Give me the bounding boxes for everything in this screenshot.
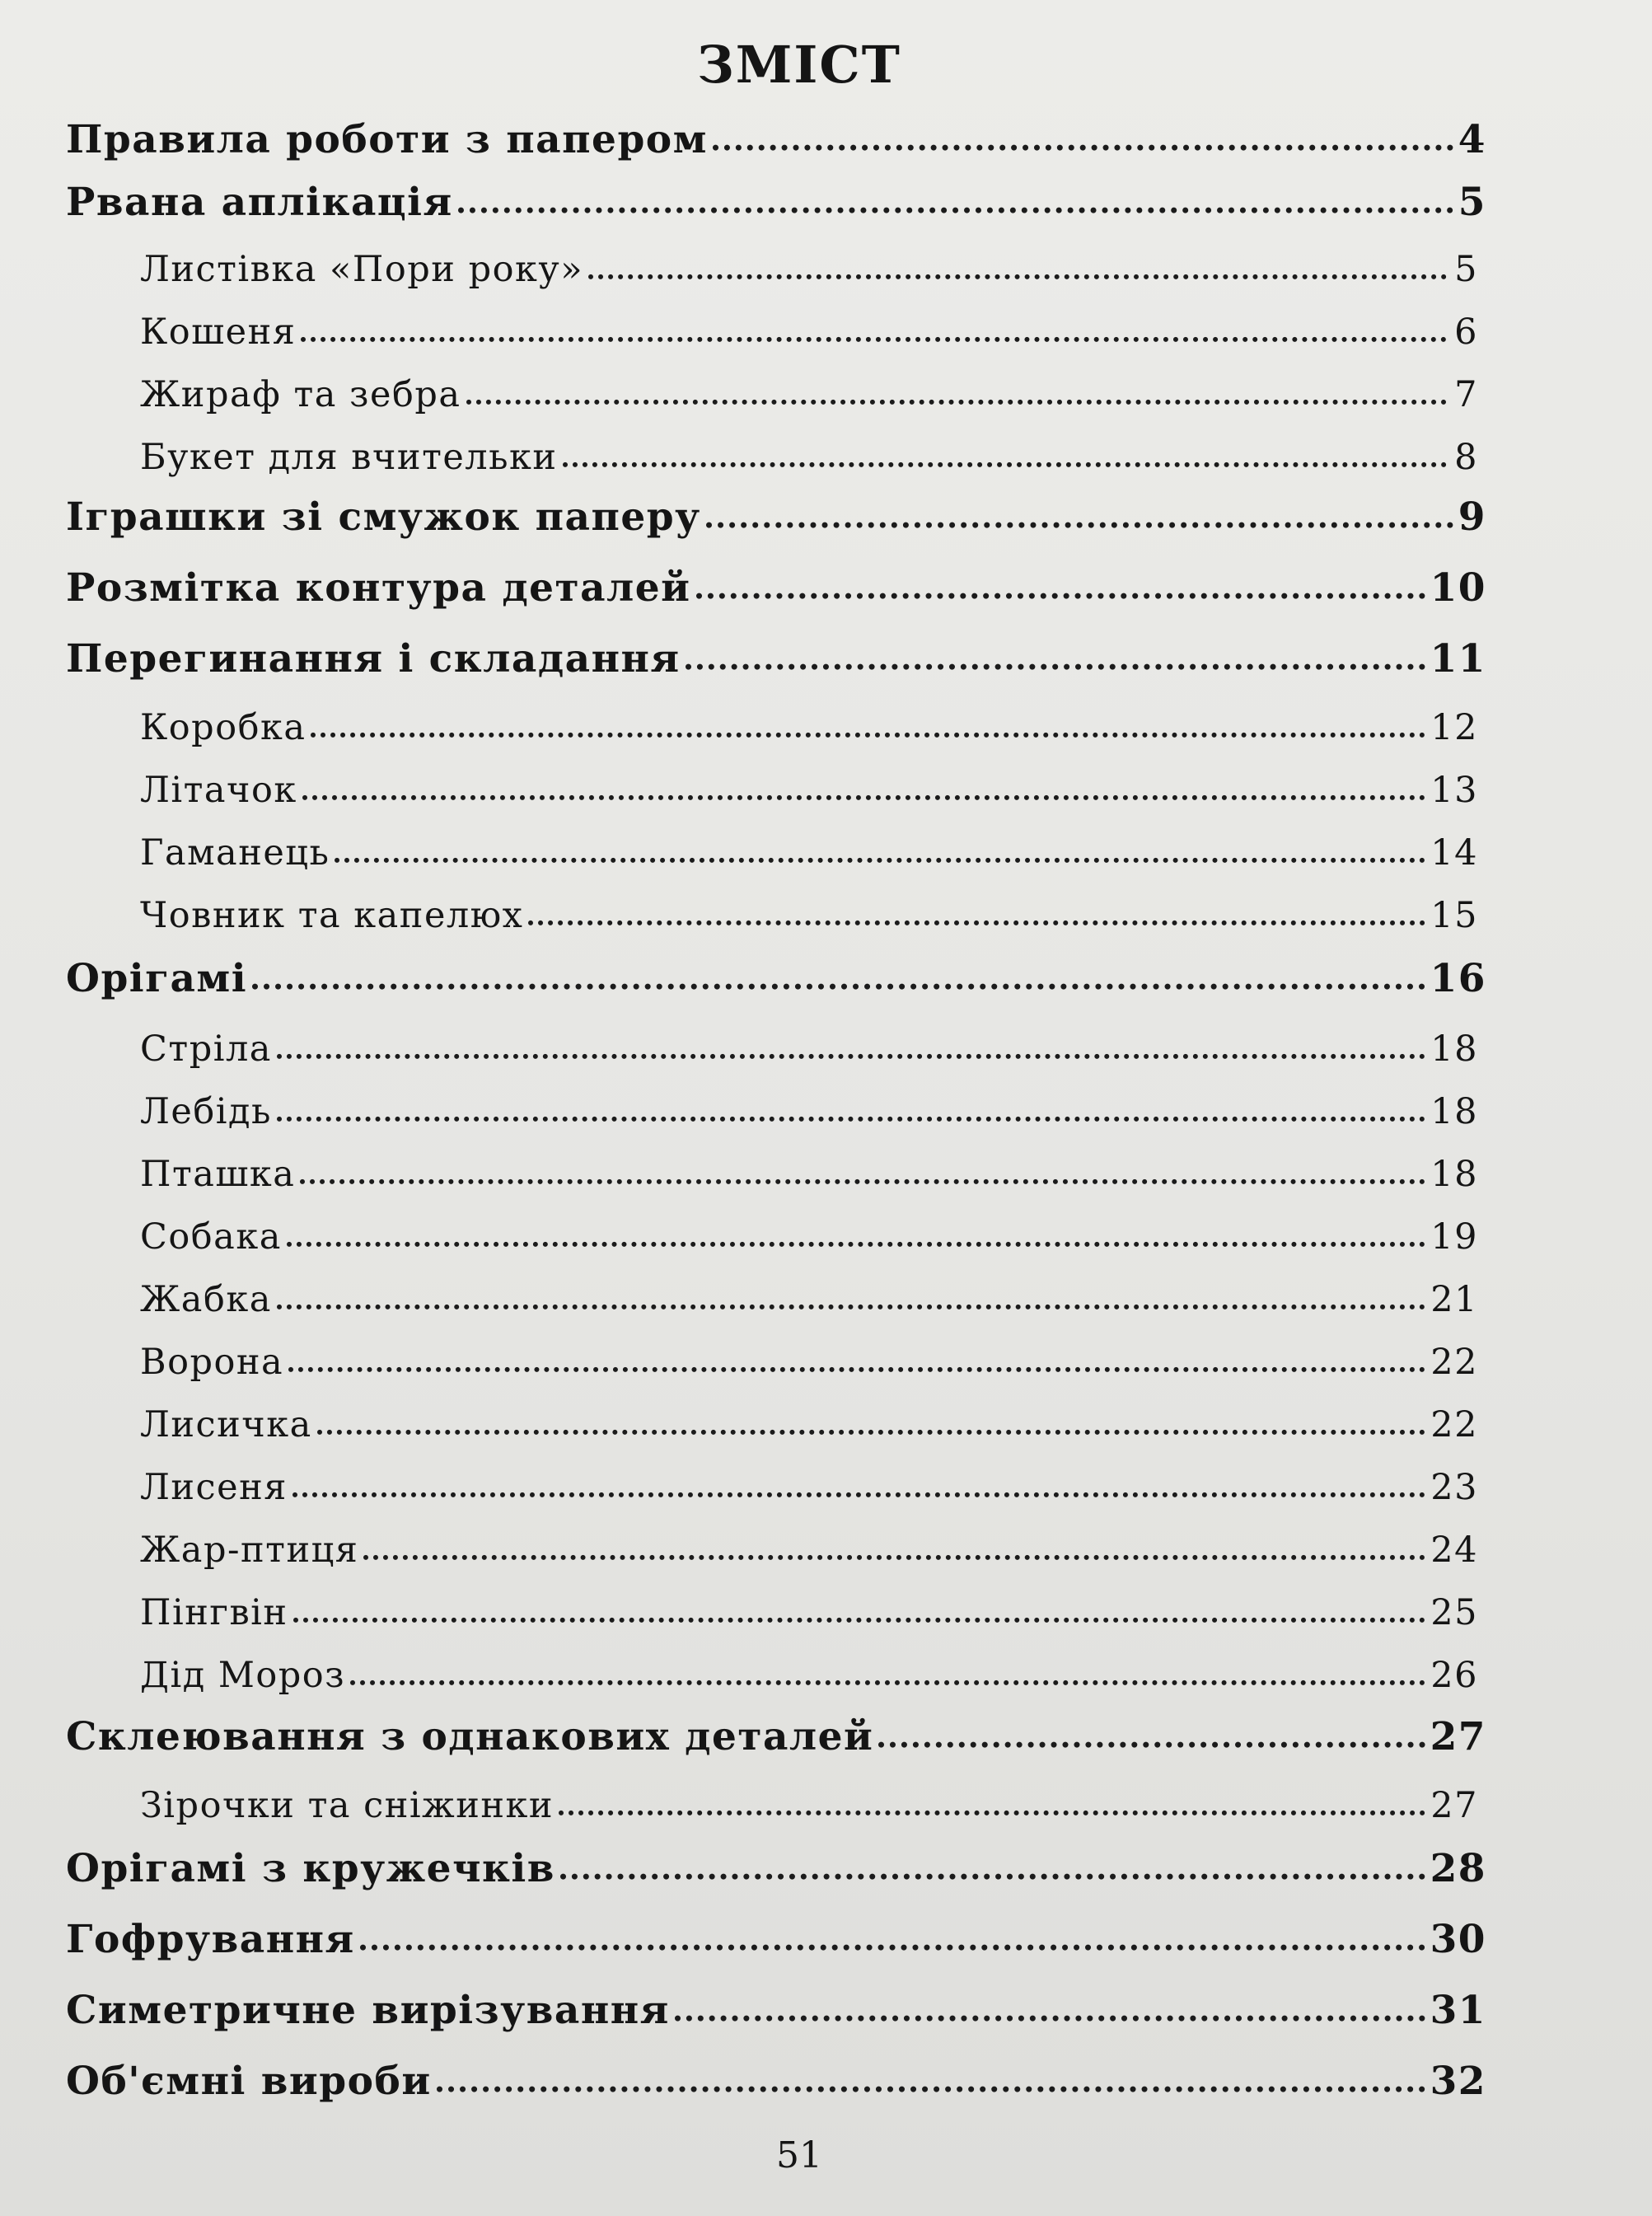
toc-entry-label: Перегинання і складання bbox=[66, 636, 681, 682]
toc-entry-label: Дід Мороз bbox=[140, 1655, 346, 1696]
toc-entry-page: 7 bbox=[1454, 374, 1478, 415]
toc-entry-page: 21 bbox=[1430, 1279, 1478, 1320]
dot-leader bbox=[300, 1170, 1425, 1184]
toc-entry-label: Лисичка bbox=[140, 1404, 312, 1445]
toc-entry-page: 5 bbox=[1458, 180, 1486, 225]
toc-entry-label: Жираф та зебра bbox=[140, 374, 461, 415]
toc-entry-label: Жабка bbox=[140, 1279, 272, 1320]
toc-entry-page: 22 bbox=[1430, 1404, 1478, 1445]
toc-entry-page: 27 bbox=[1430, 1714, 1486, 1759]
dot-leader bbox=[277, 1045, 1425, 1059]
toc-entry bbox=[66, 1917, 1486, 1962]
toc-entry-label: Рвана аплікація bbox=[66, 180, 453, 225]
toc-entry-page: 18 bbox=[1430, 1091, 1478, 1132]
toc-entry bbox=[140, 374, 1478, 415]
toc-entry bbox=[140, 437, 1478, 478]
toc-entry-label: Пінгвін bbox=[140, 1592, 288, 1633]
toc-entry-label: Жар-птиця bbox=[140, 1530, 359, 1571]
toc-entry-label: Об'ємні вироби bbox=[66, 2059, 432, 2104]
toc-entry-page: 32 bbox=[1430, 2059, 1486, 2104]
toc-entry-label: Лебідь bbox=[140, 1091, 272, 1132]
toc-entry bbox=[66, 2059, 1486, 2104]
toc-entry bbox=[140, 707, 1478, 748]
page-title: ЗМІСТ bbox=[697, 35, 901, 95]
toc-entry bbox=[140, 1216, 1478, 1258]
toc-entry bbox=[140, 1154, 1478, 1195]
toc-entry-page: 26 bbox=[1430, 1655, 1478, 1696]
toc-entry-page: 4 bbox=[1458, 117, 1486, 162]
toc-entry bbox=[140, 1467, 1478, 1508]
toc-entry bbox=[140, 1655, 1478, 1696]
dot-leader bbox=[458, 198, 1453, 213]
dot-leader bbox=[350, 1671, 1425, 1685]
toc-entry-label: Листівка «Пори року» bbox=[140, 249, 584, 290]
toc-entry-page: 22 bbox=[1430, 1342, 1478, 1383]
dot-leader bbox=[317, 1421, 1426, 1435]
toc-entry bbox=[66, 1846, 1486, 1891]
toc-entry bbox=[140, 1785, 1478, 1826]
toc-entry-page: 16 bbox=[1430, 956, 1486, 1001]
dot-leader bbox=[675, 2006, 1425, 2022]
dot-leader bbox=[252, 974, 1425, 990]
page-number: 51 bbox=[776, 2134, 822, 2176]
toc-entry-label: Стріла bbox=[140, 1028, 272, 1070]
toc-entry-label: Лисеня bbox=[140, 1467, 288, 1508]
toc-entry bbox=[140, 249, 1478, 290]
dot-leader bbox=[437, 2077, 1425, 2092]
toc-entry-page: 30 bbox=[1430, 1917, 1486, 1962]
toc-entry-page: 19 bbox=[1430, 1216, 1478, 1258]
toc-entry bbox=[66, 565, 1486, 611]
toc-entry bbox=[66, 180, 1486, 225]
toc-entry-label: Коробка bbox=[140, 707, 307, 748]
toc-entry-page: 14 bbox=[1430, 832, 1478, 874]
toc-entry-page: 15 bbox=[1430, 895, 1478, 936]
toc-entry bbox=[66, 956, 1486, 1001]
toc-entry bbox=[140, 895, 1478, 936]
toc-entry-page: 25 bbox=[1430, 1592, 1478, 1633]
toc-entry-label: Гаманець bbox=[140, 832, 330, 874]
dot-leader bbox=[301, 328, 1447, 342]
toc-entry-page: 31 bbox=[1430, 1988, 1486, 2033]
toc-entry bbox=[66, 1714, 1486, 1759]
toc-entry bbox=[140, 1091, 1478, 1132]
toc-entry-label: Літачок bbox=[140, 770, 297, 811]
dot-leader bbox=[706, 513, 1453, 528]
dot-leader bbox=[588, 265, 1447, 279]
dot-leader bbox=[696, 583, 1425, 599]
toc-entry-page: 11 bbox=[1430, 636, 1486, 682]
toc-entry-page: 8 bbox=[1454, 437, 1478, 478]
toc-entry bbox=[66, 1988, 1486, 2033]
toc-entry bbox=[140, 312, 1478, 353]
toc-entry-label: Гофрування bbox=[66, 1917, 355, 1962]
toc-entry-page: 9 bbox=[1458, 494, 1486, 540]
dot-leader bbox=[528, 911, 1425, 925]
toc-entry-label: Букет для вчительки bbox=[140, 437, 558, 478]
dot-leader bbox=[360, 1935, 1425, 1951]
toc-entry-label: Орігамі з кружечків bbox=[66, 1846, 555, 1891]
toc-entry-label: Човник та капелюх bbox=[140, 895, 524, 936]
dot-leader bbox=[293, 1609, 1426, 1623]
toc-entry bbox=[140, 1404, 1478, 1445]
toc-entry-label: Розмітка контура деталей bbox=[66, 565, 691, 611]
dot-leader bbox=[363, 1546, 1425, 1560]
dot-leader bbox=[277, 1108, 1425, 1122]
toc-entry-page: 18 bbox=[1430, 1028, 1478, 1070]
toc-entry-label: Орігамі bbox=[66, 956, 248, 1001]
toc-entry-page: 27 bbox=[1430, 1785, 1478, 1826]
dot-leader bbox=[560, 1864, 1425, 1880]
dot-leader bbox=[311, 724, 1425, 738]
toc-entry bbox=[66, 636, 1486, 682]
dot-leader bbox=[277, 1295, 1425, 1309]
toc-entry-label: Склеювання з однакових деталей bbox=[66, 1714, 874, 1759]
toc-entry-page: 28 bbox=[1430, 1846, 1486, 1891]
toc-entry-label: Зірочки та сніжинки bbox=[140, 1785, 555, 1826]
toc-entry-page: 12 bbox=[1430, 707, 1478, 748]
dot-leader bbox=[288, 1358, 1425, 1372]
toc-entry-label: Правила роботи з папером bbox=[66, 117, 708, 162]
toc-entry bbox=[140, 1279, 1478, 1320]
toc-entry-page: 10 bbox=[1430, 565, 1486, 611]
dot-leader bbox=[713, 135, 1453, 151]
toc-entry-page: 24 bbox=[1430, 1530, 1478, 1571]
dot-leader bbox=[563, 453, 1447, 467]
toc-entry-page: 18 bbox=[1430, 1154, 1478, 1195]
dot-leader bbox=[302, 786, 1426, 800]
toc-entry-label: Симетричне вирізування bbox=[66, 1988, 670, 2033]
toc-entry bbox=[66, 117, 1486, 162]
toc-entry-label: Ворона bbox=[140, 1342, 284, 1383]
toc-entry-page: 5 bbox=[1454, 249, 1478, 290]
toc-entry-page: 23 bbox=[1430, 1467, 1478, 1508]
toc-entry-page: 6 bbox=[1454, 312, 1478, 353]
toc-entry bbox=[66, 494, 1486, 540]
dot-leader bbox=[287, 1233, 1425, 1247]
toc-entry bbox=[140, 832, 1478, 874]
toc-entry bbox=[140, 1592, 1478, 1633]
dot-leader bbox=[292, 1483, 1425, 1497]
toc-entry-label: Кошеня bbox=[140, 312, 297, 353]
dot-leader bbox=[466, 391, 1447, 405]
dot-leader bbox=[335, 849, 1425, 863]
dot-leader bbox=[878, 1732, 1425, 1748]
toc-entry bbox=[140, 1028, 1478, 1070]
toc-entry bbox=[140, 770, 1478, 811]
toc-entry-label: Собака bbox=[140, 1216, 282, 1258]
dot-leader bbox=[686, 654, 1425, 670]
toc-entry-page: 13 bbox=[1430, 770, 1478, 811]
toc-entry bbox=[140, 1342, 1478, 1383]
toc-entry bbox=[140, 1530, 1478, 1571]
toc-entry-label: Пташка bbox=[140, 1154, 296, 1195]
dot-leader bbox=[559, 1801, 1425, 1815]
toc-entry-label: Іграшки зі смужок паперу bbox=[66, 494, 701, 540]
